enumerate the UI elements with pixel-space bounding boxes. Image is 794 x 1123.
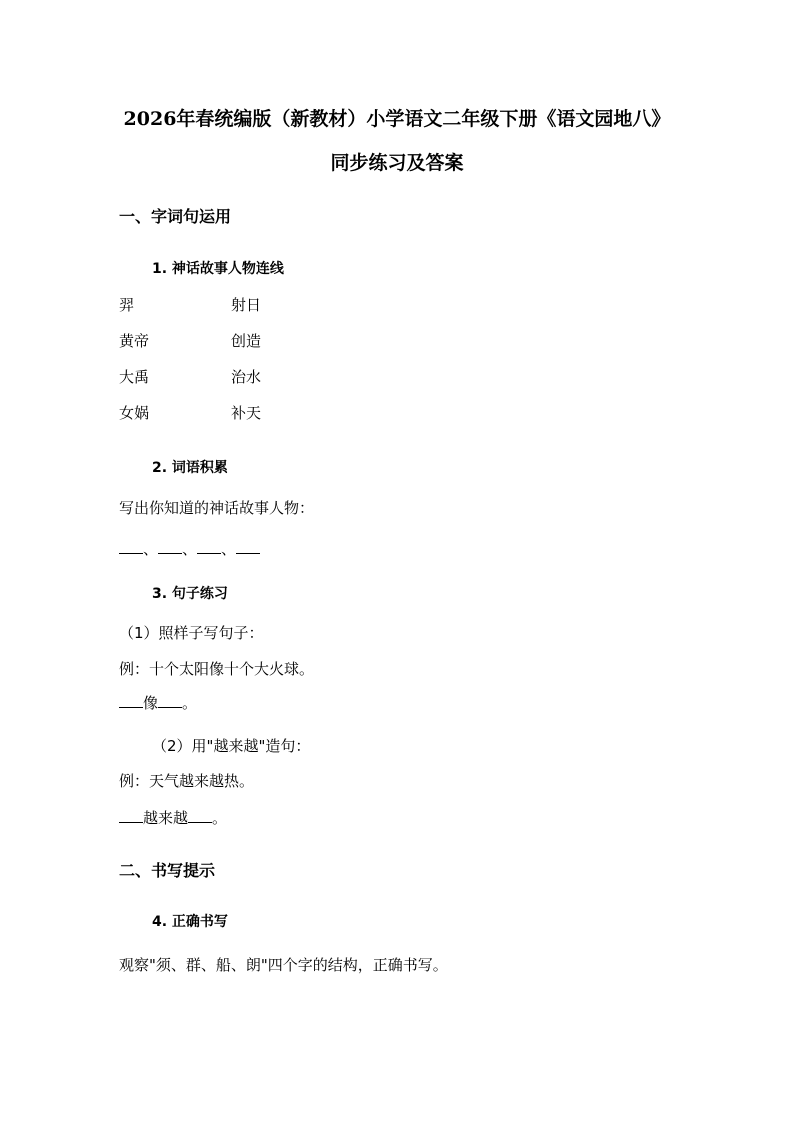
question-1-heading: 1. 神话故事人物连线 — [152, 261, 284, 277]
answer-blank[interactable] — [188, 821, 212, 823]
separator: 、 — [182, 540, 198, 558]
answer-blank[interactable] — [158, 552, 182, 554]
separator: 、 — [221, 540, 237, 558]
answer-blank[interactable] — [119, 821, 143, 823]
pair-right-4: 补天 — [231, 404, 262, 422]
answer-blank[interactable] — [236, 552, 260, 554]
question-2-answer-blanks — [119, 538, 260, 559]
question-4-heading: 4. 正确书写 — [152, 914, 228, 930]
question-3-part2-pattern — [119, 807, 227, 828]
pattern-end: 。 — [212, 809, 228, 827]
answer-blank[interactable] — [158, 706, 182, 708]
question-3-part1-example: 例：十个太阳像十个大火球。 — [119, 660, 315, 678]
document-title-line1: 2026年春统编版（新教材）小学语文二年级下册《语文园地八》 — [123, 108, 671, 130]
pair-left-1: 羿 — [119, 296, 135, 314]
question-3-part1-pattern — [119, 692, 197, 713]
pattern-end: 。 — [182, 694, 198, 712]
pattern-mid: 像 — [143, 694, 159, 712]
pair-left-4: 女娲 — [119, 404, 150, 422]
question-2-heading: 2. 词语积累 — [152, 460, 228, 476]
pair-right-2: 创造 — [231, 332, 262, 350]
question-3-part1-label: （1）照样子写句子： — [119, 624, 264, 642]
section-heading-writing-tips: 二、书写提示 — [119, 861, 216, 880]
question-2-prompt: 写出你知道的神话故事人物： — [119, 499, 315, 517]
question-3-part2-example: 例：天气越来越热。 — [119, 772, 255, 790]
separator: 、 — [143, 540, 159, 558]
question-4-text: 观察"须、群、船、朗"四个字的结构，正确书写。 — [119, 956, 448, 974]
pair-left-2: 黄帝 — [119, 332, 150, 350]
question-3-heading: 3. 句子练习 — [152, 586, 228, 602]
pair-right-1: 射日 — [231, 296, 262, 314]
pair-left-3: 大禹 — [119, 368, 150, 386]
answer-blank[interactable] — [197, 552, 221, 554]
answer-blank[interactable] — [119, 552, 143, 554]
document-title-line2: 同步练习及答案 — [330, 152, 464, 174]
answer-blank[interactable] — [119, 706, 143, 708]
section-heading-word-usage: 一、字词句运用 — [119, 207, 232, 226]
pair-right-3: 治水 — [231, 368, 262, 386]
question-3-part2-label: （2）用"越来越"造句： — [152, 737, 311, 755]
pattern-mid: 越来越 — [143, 809, 189, 827]
